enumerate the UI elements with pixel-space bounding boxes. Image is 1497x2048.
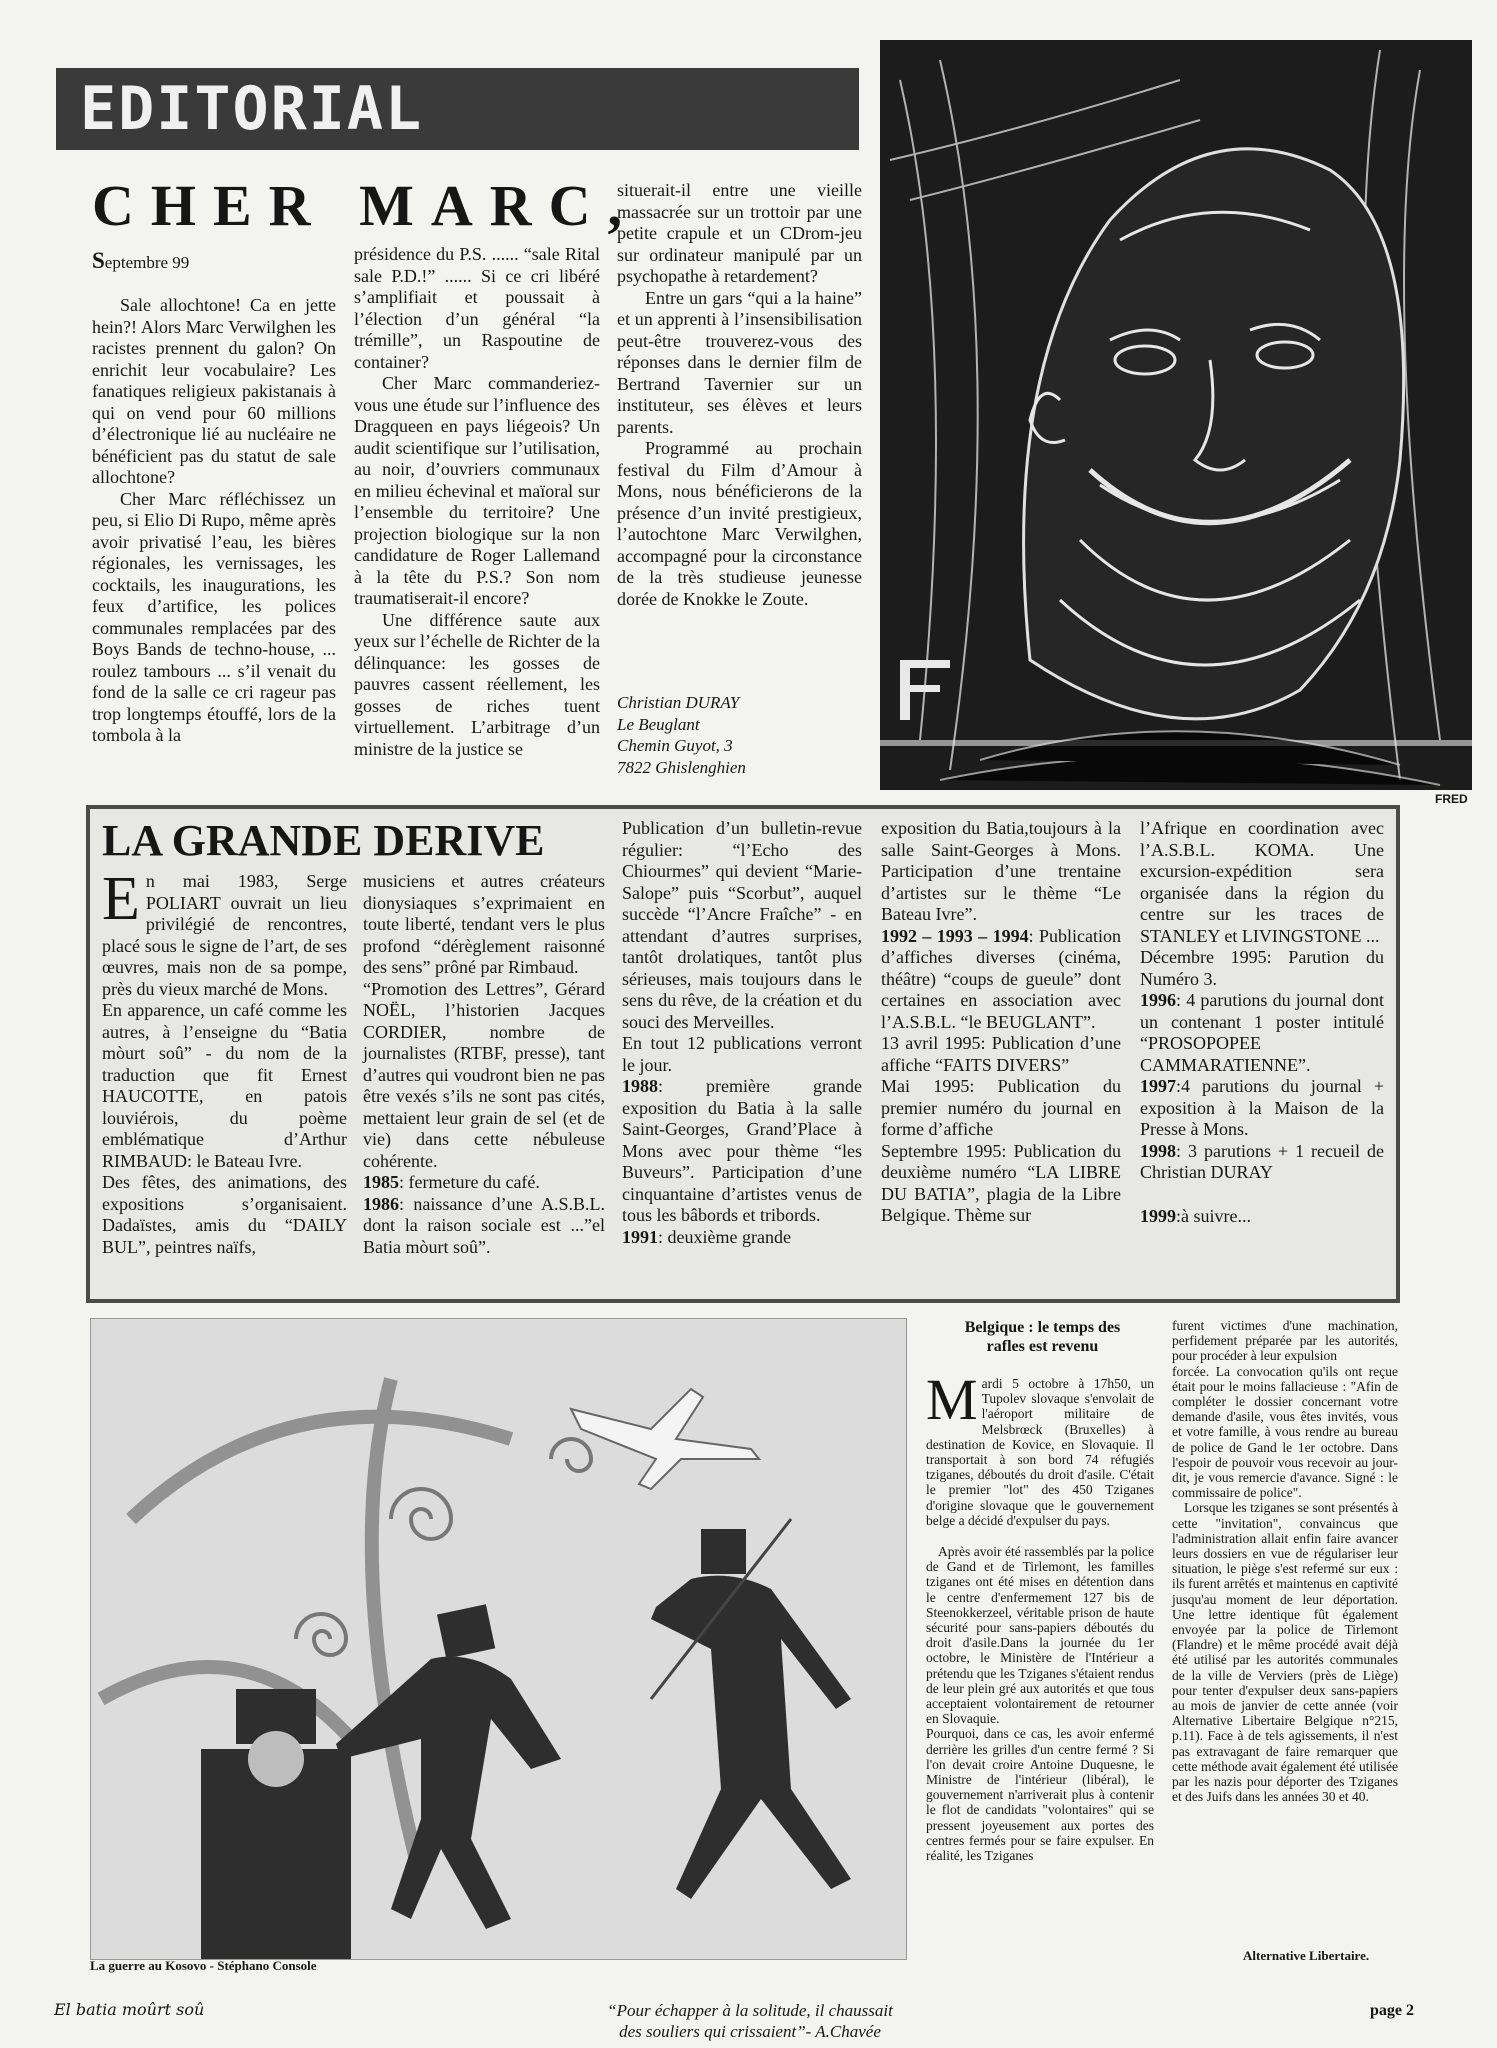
belgique-title: [920, 1318, 1165, 1356]
derive-year-entry: [1140, 1076, 1384, 1141]
editorial-date-initial: S: [92, 248, 105, 273]
derive-year-entry: [622, 1227, 862, 1249]
derive-column-4: [881, 818, 1121, 1227]
belgique-signature: Alternative Libertaire.: [1243, 1948, 1370, 1963]
page-number: page 2: [1370, 2002, 1414, 2019]
year-label: 1998: [1140, 1140, 1176, 1161]
editorial-paragraph: Programmé au prochain festival du Film d’Amour à Mons, nous bénéficierons de la présence d’un invité prestigieux, l’autochtone Marc Verwilghen, accompagné pour la circonstance de la très studieuse jeunesse dorée de Knokke le Zoute.: [617, 438, 862, 609]
derive-paragraph: l’Afrique en coordination avec l’A.S.B.L. KOMA. Une excursion-expédition sera organisée dans la région du centre sur les traces de STANLEY et LIVINGSTONE ...: [1140, 818, 1384, 946]
derive-column-1: [102, 865, 347, 1258]
year-label: 1988: [622, 1076, 658, 1096]
derive-paragraph: exposition du Batia,toujours à la salle Saint-Georges à Mons. Participation d’une trentaine d’artistes sur le thème “Le Bateau Ivre”.: [881, 818, 1121, 924]
derive-paragraph: Des fêtes, des animations, des expositions s’organisaient. Dadaïstes, amis du “DAILY BUL”, peintres naïfs,: [102, 1172, 347, 1257]
derive-year-entry: [1140, 1141, 1384, 1184]
year-text: : 3 parutions + 1 recueil de Christian DURAY: [1140, 1140, 1384, 1182]
year-text: :4 parutions du journal + exposition à la Maison de la Presse à Mons.: [1140, 1076, 1384, 1139]
belgique-paragraph: Lorsque les tziganes se sont présentés à cette "invitation", convaincus que l'administration allait enfin faire avancer leurs dossiers en vue de régulariser leur situation, le piège s'est refermé sur eux : ils furent arrêtés et maintenus en captivité jusqu'au moment de leur déportation. Une lettre identique fût également envoyée par la police de Tirlemont (Flandre) et le même procédé avait déjà été utilisé par les autorités communales de la ville de Verviers (près de Liège) pour tenter d'expulser deux sans-papiers au mois de janvier de cette année (voir Alternative Libertaire Belgique n°215, p.11). Face à de tels agissements, il n'est pas extravagant de faire remarquer que cette méthode avait également été utilisée par les nazis pour déporter des Tziganes et des Juifs dans les années 30 et 40.: [1172, 1500, 1398, 1805]
editorial-paragraph: situerait-il entre une vieille massacrée sur un trottoir par une petite crapule et un CDrom-jeu sur ordinateur manipulé par un psychopathe à retardement?: [617, 180, 862, 286]
woodcut-portrait-illustration: [880, 40, 1472, 790]
derive-paragraph: En apparence, un café comme les autres, à l’enseigne du “Batia mòurt soû” - du nom de la traduction que fit Ernest HAUCOTTE, en patois louviérois, du poème emblématique d’Arthur RIMBAUD: le Bateau Ivre.: [102, 1000, 347, 1171]
belgique-lead: [926, 1367, 1154, 1528]
derive-column-3: [622, 818, 862, 1248]
derive-paragraph: Mai 1995: Publication du premier numéro du journal en forme d’affiche: [881, 1076, 1121, 1139]
year-label: 1997: [1140, 1076, 1176, 1096]
portrait-drawing: [880, 40, 1472, 790]
kosovo-painting: [90, 1318, 907, 1960]
footer-masthead: El batia moûrt soû: [54, 2000, 205, 2019]
year-text: : fermeture du café.: [399, 1172, 540, 1192]
editorial-paragraph: Entre un gars “qui a la haine” et un apprenti à l’insensibilisation peut-être trouverez-vous des réponses dans le dernier film de Bertrand Tavernier sur un instituteur, ses élèves et leurs parents.: [617, 287, 862, 437]
signature-line: Le Beuglant: [617, 714, 700, 734]
belgique-dropcap: M: [926, 1367, 978, 1432]
belgique-lead-text: ardi 5 octobre à 17h50, un Tupolev slovaque s'envolait de l'aéroport militaire de Melsbrœck (Bruxelles) à destination de Kovice, en Slovaquie. Il transportait à son bord 74 réfugiés tziganes, déboutés du droit d'asile. C'était le premier "lot" des 450 Tziganes d'origine slovaque que le gouvernement belge a décidé d'expulser du pays.: [926, 1376, 1154, 1528]
belgique-paragraph: Pourquoi, dans ce cas, les avoir enfermé derrière les grilles d'un centre fermé ? Si l'on devait croire Antoine Duquesne, le Ministre de l'intérieur (libéral), le gouvernement n'arriverait plus à contenir le flot de candidats "volontaires" qui se pressent joyeusement aux portes des centres fermés pour se faire expulser. En réalité, les Tziganes: [926, 1726, 1154, 1864]
derive-lead-text: n mai 1983, Serge POLIART ouvrait un lieu privilégié de rencontres, placé sous le signe de l’art, de ses œuvres, mais non de sa pompe, près du vieux marché de Mons.: [102, 871, 347, 999]
derive-year-entry: [363, 1194, 605, 1259]
year-label: 1991: [622, 1226, 658, 1247]
derive-paragraph: Publication d’un bulletin-revue régulier: “l’Echo des Chiourmes” qui devient “Marie-Salope” puis “Scorbut”, auquel succède “l’Ancre Fraîche” - en attendant d’autres surprises, tantôt drolatiques, tantôt plus sérieuses, mais toujours dans le sens du rêve, de la création et du souci des Merveilles.: [622, 818, 862, 1032]
year-text: : Publication d’affiches diverses (cinéma, théâtre) “coups de gueule” dont certaines en association avec l’A.S.B.L. “le BEUGLANT”.: [881, 925, 1122, 1032]
signature-line: Chemin Guyot, 3: [617, 736, 733, 755]
year-text: : 4 parutions du journal dont un contenant 1 poster intitulé “PROSOPOPEE CAMMARATIENNE”.: [1140, 990, 1384, 1075]
derive-column-2: [363, 871, 605, 1258]
derive-paragraph: musiciens et autres créateurs dionysiaques s’exprimaient en toute liberté, tendant vers le plus profond “dérèglement raisonné des sens” prôné par Rimbaud.: [363, 871, 605, 977]
belgique-paragraph: Après avoir été rassemblés par la police de Gand et de Tirlemont, les familles tziganes ont été mises en détention dans le centre d'enfermement 127 bis de Steenokkerzeel, véritable prison de haute sécurité pour sans-papiers déboutés du droit d'asile.Dans la journée du 1er octobre, le Ministère de l'Intérieur a prétendu que les Tziganes s'étaient rendus de leur plein gré aux autorités et que tous acceptaient volontairement de retourner en Slovaquie.: [926, 1544, 1154, 1727]
editorial-column-3: [617, 180, 862, 610]
year-text: : deuxième grande: [658, 1226, 791, 1247]
editorial-title: CHER MARC,: [92, 173, 639, 238]
derive-year-entry: [363, 1172, 605, 1194]
painting-drawing: [91, 1319, 906, 1959]
derive-year-entry: [1140, 1206, 1384, 1228]
signature-line: 7822 Ghislenghien: [617, 757, 746, 777]
derive-title: LA GRANDE DERIVE: [102, 816, 545, 865]
year-label: 1986: [363, 1193, 399, 1214]
belgique-title-line: rafles est revenu: [986, 1338, 1099, 1355]
editorial-date: [92, 250, 189, 274]
derive-paragraph: Décembre 1995: Parution du Numéro 3.: [1140, 947, 1384, 989]
editorial-paragraph: Cher Marc réfléchissez un peu, si Elio Di Rupo, même après avoir privatisé l’eau, les bières régionales, les vernissages, les cocktails, les inaugurations, les feux d’artifice, les polices communales remplacées par des Boys Bands de techno-house, ... roulez tambours ... s’il venait du fond de la salle ce cri rageur pas trop longtemps étouffé, lors de la tombola à la: [92, 488, 336, 745]
editorial-banner: [56, 68, 859, 150]
painting-caption: La guerre au Kosovo - Stéphano Console: [90, 1958, 317, 1973]
footer-quote: [520, 2000, 980, 2042]
year-text: :à suivre...: [1176, 1205, 1251, 1226]
editorial-paragraph: Une différence saute aux yeux sur l’échelle de Richter de la délinquance: les gosses de pauvres cassent réellement, les gosses de riches tuent virtuellement. L’arbitrage d’un ministre de la justice se: [354, 609, 600, 759]
editorial-signature: [617, 692, 862, 778]
year-label: 1992 – 1993 – 1994: [881, 925, 1029, 946]
year-text: : naissance d’une A.S.B.L. dont la raison sociale est ...”el Batia mòurt soû”.: [363, 1193, 605, 1257]
editorial-paragraph: Sale allochtone! Ca en jette hein?! Alors Marc Verwilghen les racistes prennent du galon? On enrichit leur vocabulaire? Les fanatiques religieux pakistanais à qui on vend pour 60 millions d’électronique lié au nucléaire ne bénéficient pas du statut de sale allochtone?: [92, 295, 336, 487]
editorial-paragraph: présidence du P.S. ...... “sale Rital sale P.D.!” ...... Si ce cri libéré s’amplifiait et poussait à l’élection d’un général “la trémille”, un Raspoutine de container?: [354, 244, 600, 372]
year-label: 1999: [1140, 1205, 1176, 1226]
derive-year-entry: [881, 926, 1121, 1034]
editorial-column-2: [354, 244, 600, 760]
editorial-banner-text: EDITORIAL: [80, 74, 424, 144]
illustration-credit: FRED: [1435, 792, 1468, 806]
editorial-column-1: [92, 295, 336, 747]
derive-paragraph: “Promotion des Lettres”, Gérard NOËL, l’historien Jacques CORDIER, nombre de journalistes (RTBF, presse), tant d’autres qui voudront bien ne pas être vexés s’ils ne sont pas cités, mettaient leur grain de sel (et de vie) dans cette nébuleuse cohérente.: [363, 978, 605, 1171]
derive-column-5: [1140, 818, 1384, 1227]
derive-paragraph: Septembre 1995: Publication du deuxième numéro “LA LIBRE DU BATIA”, plagia de la Libre Belgique. Thème sur: [881, 1140, 1121, 1225]
derive-dropcap: E: [102, 865, 140, 933]
footer-quote-line: “Pour échapper à la solitude, il chaussait: [607, 2001, 893, 2020]
year-label: 1985: [363, 1172, 399, 1192]
derive-lead: [102, 865, 347, 1000]
belgique-column-1: [926, 1367, 1154, 1864]
belgique-paragraph: furent victimes d'une machination, perfidement préparée par les autorités, pour procéder à leur expulsion: [1172, 1318, 1398, 1364]
editorial-paragraph: Cher Marc commanderiez-vous une étude sur l’influence des Dragqueen en pays liégeois? Un audit scientifique sur l’utilisation, au noir, d’ouvriers communaux en milieu échevinal et maïoral sur l’ensemble du territoire? Une projection biologique sur la non candidature de Roger Lallemand à la tête du P.S.? Son nom traumatiserait-il encore?: [354, 373, 600, 608]
year-text: : première grande exposition du Batia à la salle Saint-Georges, Grand’Place à Mons avec pour thème “les Buveurs”. Participation d’une cinquantaine d’artistes venus de tous les bâbords et tribords.: [622, 1076, 862, 1225]
derive-paragraph: 13 avril 1995: Publication d’une affiche “FAITS DIVERS”: [881, 1033, 1121, 1075]
year-label: 1996: [1140, 990, 1176, 1010]
belgique-column-2: [1172, 1318, 1398, 1805]
belgique-paragraph: forcée. La convocation qu'ils ont reçue était pour le moins fallacieuse : "Afin de compléter le dossier concernant votre demande d'asile, vous êtes invités, vous et votre famille, à vous rendre au bureau de police de Gand le 1er octobre. Dans l'espoir de pouvoir vous recevoir au jour- dit, je vous remercie d'avance. Signé : le commissaire de police".: [1172, 1363, 1398, 1501]
signature-line: Christian DURAY: [617, 693, 740, 712]
belgique-title-line: Belgique : le temps des: [964, 1319, 1121, 1336]
footer-quote-line: des souliers qui crissaient”- A.Chavée: [619, 2022, 881, 2041]
derive-paragraph: En tout 12 publications verront le jour.: [622, 1033, 862, 1075]
editorial-date-text: eptembre 99: [104, 253, 190, 272]
derive-year-entry: [1140, 990, 1384, 1076]
derive-year-entry: [622, 1076, 862, 1227]
